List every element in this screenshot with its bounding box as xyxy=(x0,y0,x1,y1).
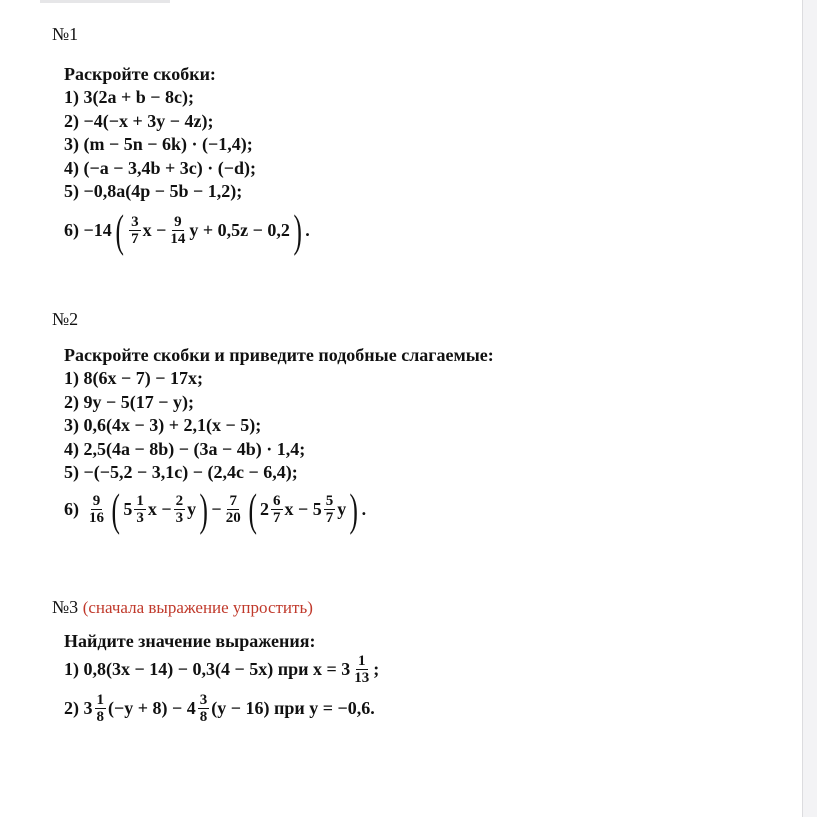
task3-intro: Найдите значение выражения: xyxy=(64,631,316,651)
task2-heading: №2 xyxy=(52,309,79,329)
fraction: $\frac{3}{8}$ xyxy=(199,692,208,725)
task3-block xyxy=(64,630,379,725)
task1-intro: Раскройте скобки: xyxy=(64,64,216,84)
task1-heading: №1 xyxy=(52,24,79,44)
task2-item-5: 5) −(−5,2 − 3,1c) − (2,4c − 6,4); xyxy=(64,462,298,482)
task3-heading: №3 (сначала выражение упростить) xyxy=(52,597,313,617)
task1-item-1: 1) 3(2a + b − 8c); xyxy=(64,87,194,107)
top-edge xyxy=(40,0,170,3)
task2-item-3: 3) 0,6(4x − 3) + 2,1(x − 5); xyxy=(64,415,262,435)
fraction: $\frac{7}{20}$ xyxy=(225,493,241,526)
fraction: $\frac{5}{7}$ xyxy=(325,493,334,526)
task2-item-2: 2) 9y − 5(17 − y); xyxy=(64,391,194,412)
task2-item-6: 6) $\frac{9}{16}$ ( 5 $\frac{1}{3}$ x − $\frac{2}{3}$ y ) − $\frac{7}{20}$ ( 2 $\frac{6}{7}$ x − 5 $\frac{5}{7}$ y ) . xyxy=(64,483,367,535)
task1-item-4: 4) (−a − 3,4b + 3c) · (−d); xyxy=(64,157,257,178)
task1-item-6: 6) −14 ( $\frac{3}{7}$ x − $\frac{9}{14}$ y + 0,5z − 0,2 ) . xyxy=(64,204,310,256)
task2-intro: Раскройте скобки и приведите подобные слагаемые: xyxy=(64,345,494,365)
task1-item-5: 5) −0,8a(4p − 5b − 1,2); xyxy=(64,181,243,201)
fraction: $\frac{3}{7}$ xyxy=(131,214,139,247)
task3-note: (сначала выражение упростить) xyxy=(82,598,313,617)
task2-block xyxy=(64,344,494,533)
task3-item-2: 2) 3 $\frac{1}{8}$ (−y + 8) − 4 $\frac{3}{8}$ (y − 16) при y = −0,6. xyxy=(64,692,375,725)
fraction: $\frac{1}{13}$ xyxy=(354,653,370,686)
task1-item-3: 3) (m − 5n − 6k) · (−1,4); xyxy=(64,134,253,154)
task2-item-1: 1) 8(6x − 7) − 17x; xyxy=(64,368,203,388)
fraction: $\frac{1}{8}$ xyxy=(96,692,104,725)
fraction: $\frac{9}{16}$ xyxy=(89,493,104,526)
fraction: $\frac{6}{7}$ xyxy=(273,493,281,526)
fraction: $\frac{2}{3}$ xyxy=(175,493,184,526)
fraction: $\frac{1}{3}$ xyxy=(136,493,144,526)
task2-item-4: 4) 2,5(4a − 8b) − (3a − 4b) · 1,4; xyxy=(64,438,306,459)
task3-item-1: 1) 0,8(3x − 14) − 0,3(4 − 5x) при x = 3 $\frac{1}{13}$ ; xyxy=(64,653,380,686)
fraction: $\frac{9}{14}$ xyxy=(170,214,186,247)
task1-block xyxy=(64,63,310,254)
task1-item-2: 2) −4(−x + 3y − 4z); xyxy=(64,110,214,131)
